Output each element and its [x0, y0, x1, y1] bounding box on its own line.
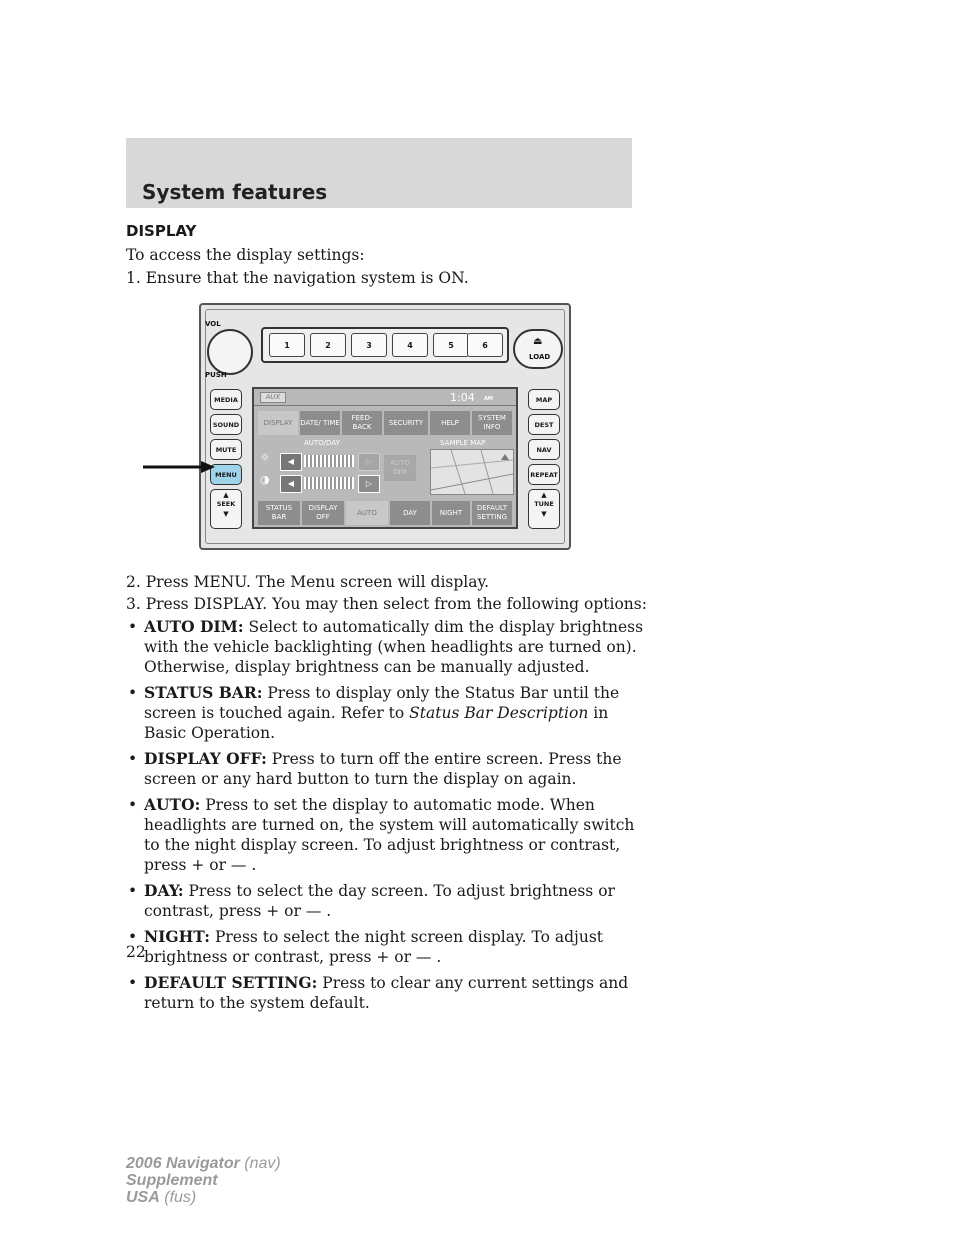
header-band [126, 138, 632, 208]
brightness-slider[interactable] [304, 455, 354, 467]
repeat-button[interactable]: REPEAT [528, 464, 560, 485]
display-heading: DISPLAY [126, 222, 197, 240]
section-title: System features [142, 180, 328, 204]
menu-screen [252, 387, 518, 529]
auto-dim-button[interactable]: AUTO DIM [384, 455, 416, 481]
eject-icon: ⏏ [533, 336, 543, 347]
night-button[interactable]: NIGHT [432, 501, 470, 525]
brightness-decrease-button[interactable]: ◀ [280, 453, 302, 471]
pointer-arrow-icon [143, 461, 215, 473]
display-off-button[interactable]: DISPLAY OFF [302, 501, 344, 525]
day-button[interactable]: DAY [390, 501, 430, 525]
seek-down-icon: ▼ [223, 510, 229, 518]
load-label: LOAD [529, 353, 551, 361]
tab-display[interactable]: DISPLAY [258, 411, 298, 435]
nav-button[interactable]: NAV [528, 439, 560, 460]
media-button[interactable]: MEDIA [210, 389, 242, 410]
clock-ampm: AM [484, 396, 493, 402]
brightness-icon: ☼ [260, 451, 270, 464]
seek-label: SEEK [216, 500, 236, 508]
intro-line: To access the display settings: [126, 246, 365, 264]
dest-button[interactable]: DEST [528, 414, 560, 435]
seek-button[interactable] [210, 489, 242, 529]
step-1: 1. Ensure that the navigation system is ON. [126, 269, 469, 287]
sample-map-label: SAMPLE MAP [440, 439, 486, 447]
page-number: 22 [126, 943, 146, 961]
option-default-setting: • DEFAULT SETTING: Press to clear any current settings and return to the system default. [128, 973, 629, 1012]
footer: 2006 Navigator (nav) Supplement USA (fus) [126, 1155, 281, 1206]
preset-bar [261, 327, 509, 363]
option-status-bar: • STATUS BAR: Press to display only the Status Bar until the screen is touched again. Refer to Status Bar Description in Basic Operation. [128, 683, 620, 742]
option-day: • DAY: Press to select the day screen. To adjust brightness or contrast, press + or — . [128, 881, 615, 920]
contrast-decrease-button[interactable]: ◀ [280, 475, 302, 493]
tune-label: TUNE [534, 500, 554, 508]
option-auto: • AUTO: Press to set the display to automatic mode. When headlights are turned on, the system will automatically switch to the night display screen. To adjust brightness or contrast, press + or — . [128, 795, 635, 874]
tune-button[interactable] [528, 489, 560, 529]
menu-button[interactable]: MENU [210, 464, 242, 485]
status-bar-button[interactable]: STATUS BAR [258, 501, 300, 525]
option-display-off: • DISPLAY OFF: Press to turn off the entire screen. Press the screen or any hard button to turn the display on again. [128, 749, 622, 788]
tab-help[interactable]: HELP [430, 411, 470, 435]
auto-day-label: AUTO/DAY [304, 439, 340, 447]
map-button[interactable]: MAP [528, 389, 560, 410]
preset-5-button[interactable]: 5 [433, 333, 469, 357]
option-night: • NIGHT: Press to select the night screen display. To adjust brightness or contrast, press + or — . [128, 927, 604, 966]
step-2: 2. Press MENU. The Menu screen will display. [126, 573, 490, 591]
default-setting-button[interactable]: DEFAULT SETTING [472, 501, 512, 525]
tab-system-info[interactable]: SYSTEM INFO [472, 411, 512, 435]
mute-button[interactable]: MUTE [210, 439, 242, 460]
navigation-radio-unit [199, 303, 571, 550]
tune-up-icon: ▲ [541, 491, 547, 499]
seek-up-icon: ▲ [223, 491, 229, 499]
preset-2-button[interactable]: 2 [310, 333, 346, 357]
auto-button[interactable]: AUTO [346, 501, 388, 525]
preset-1-button[interactable]: 1 [269, 333, 305, 357]
map-roads-icon [431, 450, 513, 494]
tab-feedback[interactable]: FEED- BACK [342, 411, 382, 435]
contrast-slider[interactable] [304, 477, 354, 489]
brightness-increase-button[interactable]: ▷ [358, 453, 380, 471]
option-auto-dim: • AUTO DIM: Select to automatically dim the display brightness with the vehicle backlighting (when headlights are turned on). Otherwise, display brightness can be manually adjusted. [128, 617, 644, 676]
options-list [126, 617, 646, 1019]
tab-security[interactable]: SECURITY [384, 411, 428, 435]
tab-date-time[interactable]: DATE/ TIME [300, 411, 340, 435]
vol-label: VOL [205, 320, 221, 328]
tune-down-icon: ▼ [541, 510, 547, 518]
screen-divider [254, 405, 516, 406]
preset-6-button[interactable]: 6 [467, 333, 503, 357]
sample-map [430, 449, 514, 495]
clock-time: 1:04 [450, 391, 475, 404]
contrast-icon: ◑ [260, 473, 270, 486]
volume-knob[interactable] [207, 329, 253, 375]
preset-4-button[interactable]: 4 [392, 333, 428, 357]
preset-3-button[interactable]: 3 [351, 333, 387, 357]
load-eject-button[interactable] [513, 329, 563, 369]
push-label: PUSH [205, 371, 227, 379]
source-indicator: AUX [260, 392, 286, 403]
step-3: 3. Press DISPLAY. You may then select from the following options: [126, 595, 647, 613]
sound-button[interactable]: SOUND [210, 414, 242, 435]
contrast-increase-button[interactable]: ▷ [358, 475, 380, 493]
